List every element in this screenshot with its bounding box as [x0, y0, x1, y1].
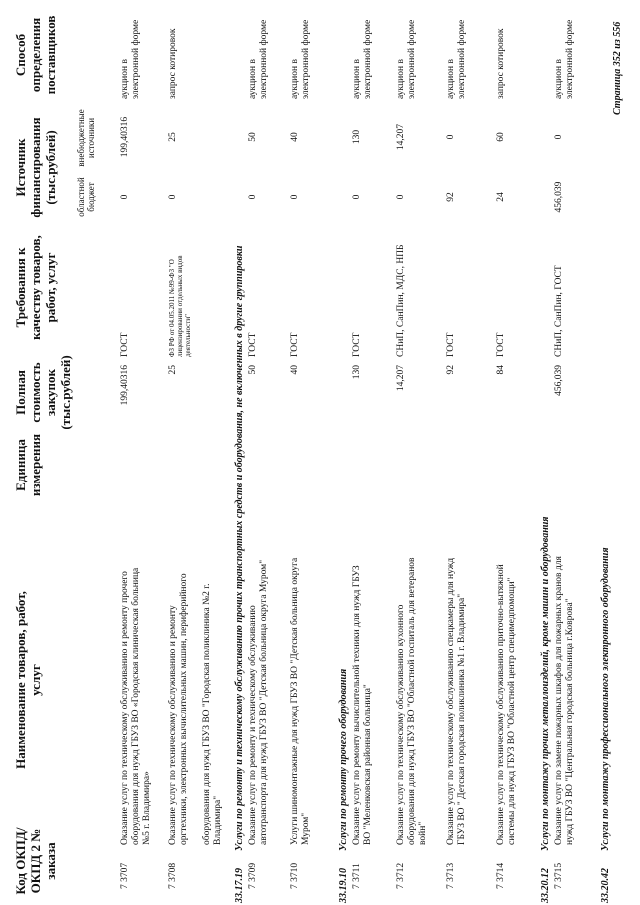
- row-number: 7 3707: [120, 862, 130, 889]
- row-extra: 50: [248, 132, 258, 142]
- header-requirements: Требования к качеству товаров, работ, услуг: [13, 235, 58, 340]
- row-regional: 0: [352, 194, 362, 200]
- section-code: 33.20.12: [540, 868, 551, 903]
- row-name: Оказание услуг по замене пожарных шкафов для пожарных кранов для нужд ГБУЗ ВО "Центральная городская больница г.Коврова": [554, 556, 575, 845]
- row-extra: 60: [496, 132, 506, 142]
- row-regional: 24: [496, 192, 506, 202]
- row-name-continued: оборудования для нужд ГБУЗ ВО "Городская поликлиника №2 г. Владимира": [202, 583, 223, 845]
- row-name: Услуги шиномонтажные для нужд ГБУЗ ВО "Детская больница округа Муром": [290, 557, 311, 845]
- row-name: Оказание услуг по техническому обслуживанию спецкамеры для нужд ГБУЗ ВО " Детская городская поликлиника №1 г. Владимира": [446, 557, 467, 845]
- row-cost: 14,207: [396, 365, 406, 392]
- row-cost: 40: [290, 365, 300, 375]
- row-name: Оказание услуг по техническому обслуживанию и ремонту оргтехники, электронных вычислительных машин, периферийного: [168, 573, 189, 845]
- row-number: 7 3713: [446, 862, 456, 889]
- row-number: 7 3711: [352, 863, 362, 889]
- header-funding-extra: внебюджетные источники: [76, 109, 97, 167]
- row-regional: 456,039: [554, 181, 564, 213]
- row-number: 7 3714: [496, 862, 506, 889]
- page-number: Страница 352 из 556: [612, 21, 623, 115]
- row-method: запрос котировок: [168, 28, 178, 99]
- row-method: аукцион в электронной форме: [120, 19, 141, 99]
- row-extra: 0: [554, 134, 564, 140]
- row-number: 7 3712: [396, 862, 406, 889]
- row-method: аукцион в электронной форме: [554, 19, 575, 99]
- section-code: 33.17.19: [234, 868, 245, 903]
- row-number: 7 3709: [248, 862, 258, 889]
- row-number: 7 3710: [290, 862, 300, 889]
- header-funding-regional: областной бюджет: [76, 177, 97, 217]
- row-requirements: ФЗ РФ от 04.05.2011 №99-ФЗ "О лицензировании отдельных видов деятельности": [168, 255, 193, 357]
- row-method: аукцион в электронной форме: [290, 19, 311, 99]
- row-extra: 25: [168, 132, 178, 142]
- row-method: аукцион в электронной форме: [396, 19, 417, 99]
- section-code: 33.19.10: [338, 868, 349, 903]
- row-extra: 0: [446, 134, 456, 140]
- section-code: 33.20.42: [600, 868, 611, 903]
- row-method: аукцион в электронной форме: [352, 19, 373, 99]
- row-number: 7 3708: [168, 862, 178, 889]
- row-regional: 0: [120, 194, 130, 200]
- header-unit: Единица измерения: [13, 433, 43, 497]
- row-requirements: СНиП, СанПин, ГОСТ: [554, 265, 564, 357]
- row-name: Оказание услуг по ремонту вычислительной техники для нужд ГБУЗ ВО "Меленковская районная больница": [352, 565, 373, 845]
- row-cost: 199,40316: [120, 365, 130, 406]
- row-extra: 199,40316: [120, 116, 130, 158]
- header-method: Способ определения поставщиков: [13, 15, 58, 95]
- row-name: Оказание услуг по техническому обслуживанию кухонного оборудования для нужд ГБУЗ ВО "Областной госпиталь для ветеранов войн": [396, 557, 428, 845]
- row-requirements: ГОСТ: [352, 332, 362, 357]
- row-extra: 40: [290, 132, 300, 142]
- header-name: Наименование товаров, работ, услуг: [13, 591, 43, 769]
- row-name: Оказание услуг по ремонту и техническому обслуживанию автотранспорта для нужд ГБУЗ ВО "Детская больница округа Муром": [248, 559, 269, 845]
- header-total-cost: Полная стоимость закупок (тыс.рублей): [13, 355, 73, 430]
- section-title: Услуги по ремонту прочего оборудования: [338, 668, 349, 851]
- row-regional: 0: [396, 194, 406, 200]
- row-cost: 456,039: [554, 365, 564, 396]
- row-cost: 92: [446, 365, 456, 375]
- row-regional: 0: [168, 194, 178, 200]
- section-title: Услуги по ремонту и техническому обслуживанию прочих транспортных средств и оборудования, не включенных в другие группировки: [234, 245, 245, 851]
- row-cost: 130: [352, 365, 362, 380]
- row-extra: 130: [352, 129, 362, 145]
- row-method: запрос котировок: [496, 28, 506, 99]
- row-regional: 92: [446, 192, 456, 202]
- row-cost: 50: [248, 365, 258, 375]
- row-name: Оказание услуг по техническому обслуживанию и ремонту прочего оборудования для нужд ГБУЗ ВО «Городская клиническая больница №5 г. Владимира»: [120, 567, 152, 845]
- row-method: аукцион в электронной форме: [248, 19, 269, 99]
- row-requirements: ГОСТ: [496, 332, 506, 357]
- row-method: аукцион в электронной форме: [446, 19, 467, 99]
- row-extra: 14,207: [396, 123, 406, 151]
- section-title: Услуги по монтажу прочих металлоизделий, кроме машин и оборудования: [540, 516, 551, 851]
- row-requirements: ГОСТ: [290, 332, 300, 357]
- row-requirements: СНиП, СанПин, МДС, НПБ: [396, 244, 406, 357]
- row-number: 7 3715: [554, 862, 564, 889]
- row-cost: 25: [168, 365, 178, 375]
- row-regional: 0: [290, 194, 300, 200]
- header-code: Код ОКПД/ ОКПД 2 № заказа: [13, 827, 58, 895]
- section-title: Услуги по монтажу профессионального электронного оборудования: [600, 547, 611, 851]
- row-cost: 84: [496, 365, 506, 375]
- row-requirements: ГОСТ: [120, 332, 130, 357]
- row-name: Оказание услуг по техническому обслуживанию приточно-вытяжной системы для нужд ГБУЗ ВО "Областной центр специмедпомощи": [496, 564, 517, 845]
- row-regional: 0: [248, 194, 258, 200]
- row-requirements: ГОСТ: [248, 332, 258, 357]
- header-funding: Источник финансирования (тыс.рублей): [13, 117, 58, 218]
- row-requirements: ГОСТ: [446, 332, 456, 357]
